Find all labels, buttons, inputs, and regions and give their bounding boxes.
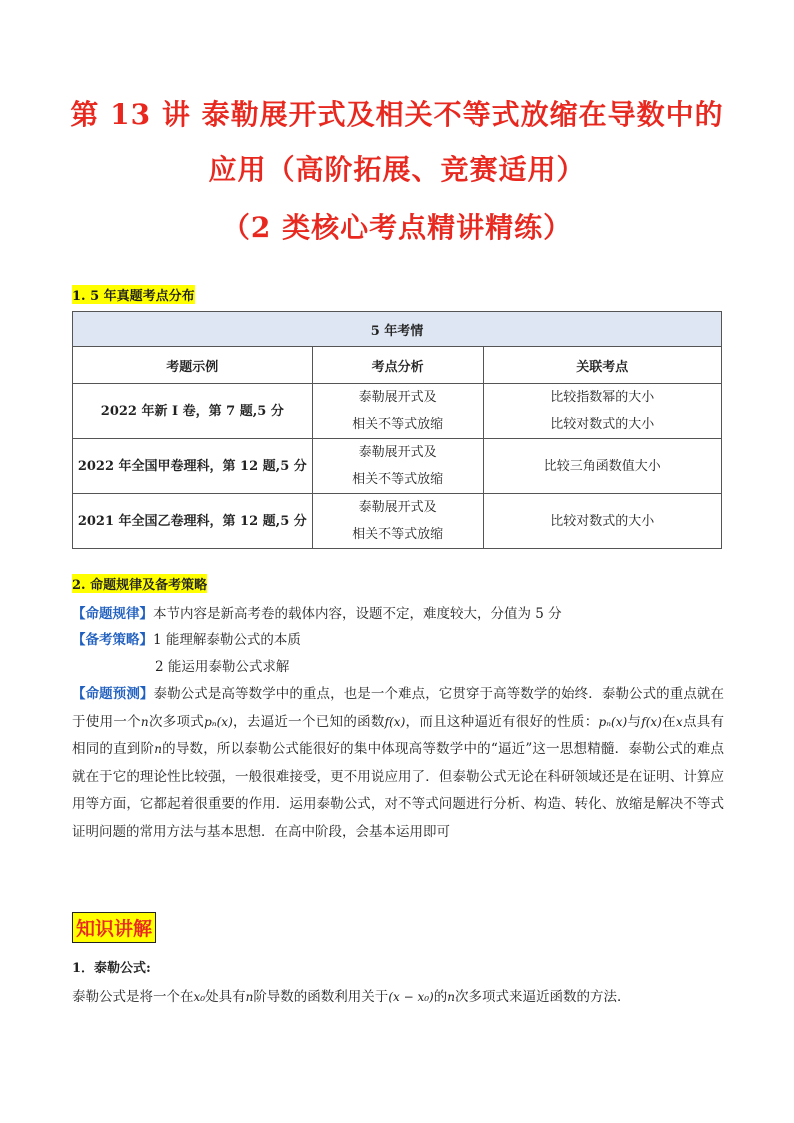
prediction-text: ，去逼近一个已知的函数 — [232, 713, 385, 730]
cell-analysis — [312, 384, 483, 439]
cell-analysis — [312, 494, 483, 549]
table-header-row — [73, 347, 722, 384]
cell-line: 相关不等式放缩 — [352, 527, 444, 542]
strategy-paragraph — [72, 628, 301, 648]
cell-related — [483, 439, 721, 494]
math-pn-x: pₙ(x) — [598, 714, 628, 729]
cell-example: 2022 年全国甲卷理科，第 12 题,5 分 — [73, 439, 313, 494]
math-n: n — [154, 742, 162, 756]
cell-line: 泰勒展开式及 — [358, 500, 437, 515]
definition-text: 处具有 — [205, 989, 246, 1005]
section-heading-exam-distribution: 1. 5 年真题考点分布 — [72, 285, 195, 304]
knowledge-section-label: 知识讲解 — [72, 912, 156, 943]
prediction-tag: 【命题预测】 — [72, 686, 154, 702]
cell-line: 比较对数式的大小 — [550, 513, 655, 529]
prediction-text: 的导数，所以泰勒公式能很好的集中体现高等数学中的“逼近”这一思想精髓．泰勒公式的难点就在于它的理论性比较强，一般很难接受，更不用说应用了．但泰勒公式无论在科研领域还是在证明、计算应用等方面，它都起着很重要的作用．运用泰勒公式，对不等式问题进行分析、构造、转化、放缩是解决不等式证明问题的常用方法与基本思想．在高中阶段，会基本运用即可 — [72, 741, 724, 840]
math-n: n — [245, 990, 254, 1004]
prediction-text: 点具有相同的直到阶 — [72, 713, 725, 757]
math-f-x: f(x) — [384, 714, 406, 729]
exam-distribution-table — [72, 311, 722, 549]
rule-paragraph — [72, 602, 562, 622]
cell-line: 泰勒展开式及 — [358, 445, 437, 460]
cell-line: 比较三角函数值大小 — [543, 458, 661, 474]
math-x-minus-x0: (x − x₀) — [388, 990, 434, 1004]
rule-text: 本节内容是新高考卷的载体内容，设题不定，难度较大，分值为 5 分 — [153, 606, 562, 622]
cell-related — [483, 384, 721, 439]
cell-line: 比较指数幂的大小 — [550, 390, 655, 405]
prediction-paragraph — [72, 681, 724, 846]
prediction-text: 与 — [627, 713, 642, 730]
math-x: x — [675, 714, 683, 729]
cell-line: 相关不等式放缩 — [352, 472, 444, 487]
taylor-definition — [72, 985, 630, 1005]
strategy-item-1: 1 能理解泰勒公式的本质 — [153, 632, 301, 648]
column-header-related: 关联考点 — [483, 347, 721, 384]
prediction-text: 次多项式 — [148, 713, 205, 730]
definition-text: 泰勒公式是将一个在 — [72, 989, 194, 1005]
definition-text: 次多项式来逼近函数的方法． — [454, 989, 631, 1005]
definition-text: 的 — [433, 989, 448, 1005]
math-n: n — [447, 990, 455, 1004]
definition-text: 阶导数的函数利用关于 — [253, 989, 389, 1005]
cell-example: 2022 年新 I 卷，第 7 题,5 分 — [73, 384, 313, 439]
table-row — [73, 439, 722, 494]
math-pn-x: pₙ(x) — [204, 714, 233, 729]
prediction-text: 泰勒公式是高等数学中的重点，也是一个难点，它贯穿于高等数学的始终．泰勒公式的重点就在于使用一个 — [72, 686, 725, 730]
rule-tag: 【命题规律】 — [72, 606, 153, 622]
table-caption-row — [73, 312, 722, 347]
cell-analysis — [312, 439, 483, 494]
page-title-line-3: （2 类核心考点精讲精练） — [221, 211, 573, 244]
column-header-analysis: 考点分析 — [312, 347, 483, 384]
cell-line: 泰勒展开式及 — [358, 390, 437, 405]
section-heading-rules-strategy: 2. 命题规律及备考策略 — [72, 574, 207, 593]
prediction-text: 在 — [661, 713, 676, 730]
page-title-line-1: 第 13 讲 泰勒展开式及相关不等式放缩在导数中的 — [70, 98, 724, 131]
page-title-line-2: 应用（高阶拓展、竞赛适用） — [208, 153, 586, 186]
taylor-heading: 1．泰勒公式: — [72, 961, 151, 976]
table-row — [73, 494, 722, 549]
cell-line: 相关不等式放缩 — [352, 417, 444, 432]
strategy-item-2: 2 能运用泰勒公式求解 — [155, 659, 290, 675]
prediction-text: ，而且这种逼近有很好的性质： — [405, 713, 599, 730]
table-caption: 5 年考情 — [73, 312, 722, 347]
math-n: n — [140, 714, 149, 729]
strategy-tag: 【备考策略】 — [72, 632, 153, 648]
math-f-x: f(x) — [641, 714, 662, 729]
cell-related — [483, 494, 721, 549]
table-row — [73, 384, 722, 439]
column-header-example: 考题示例 — [73, 347, 313, 384]
math-x0: x₀ — [193, 990, 206, 1004]
cell-example: 2021 年全国乙卷理科，第 12 题,5 分 — [73, 494, 313, 549]
cell-line: 比较对数式的大小 — [550, 417, 655, 432]
